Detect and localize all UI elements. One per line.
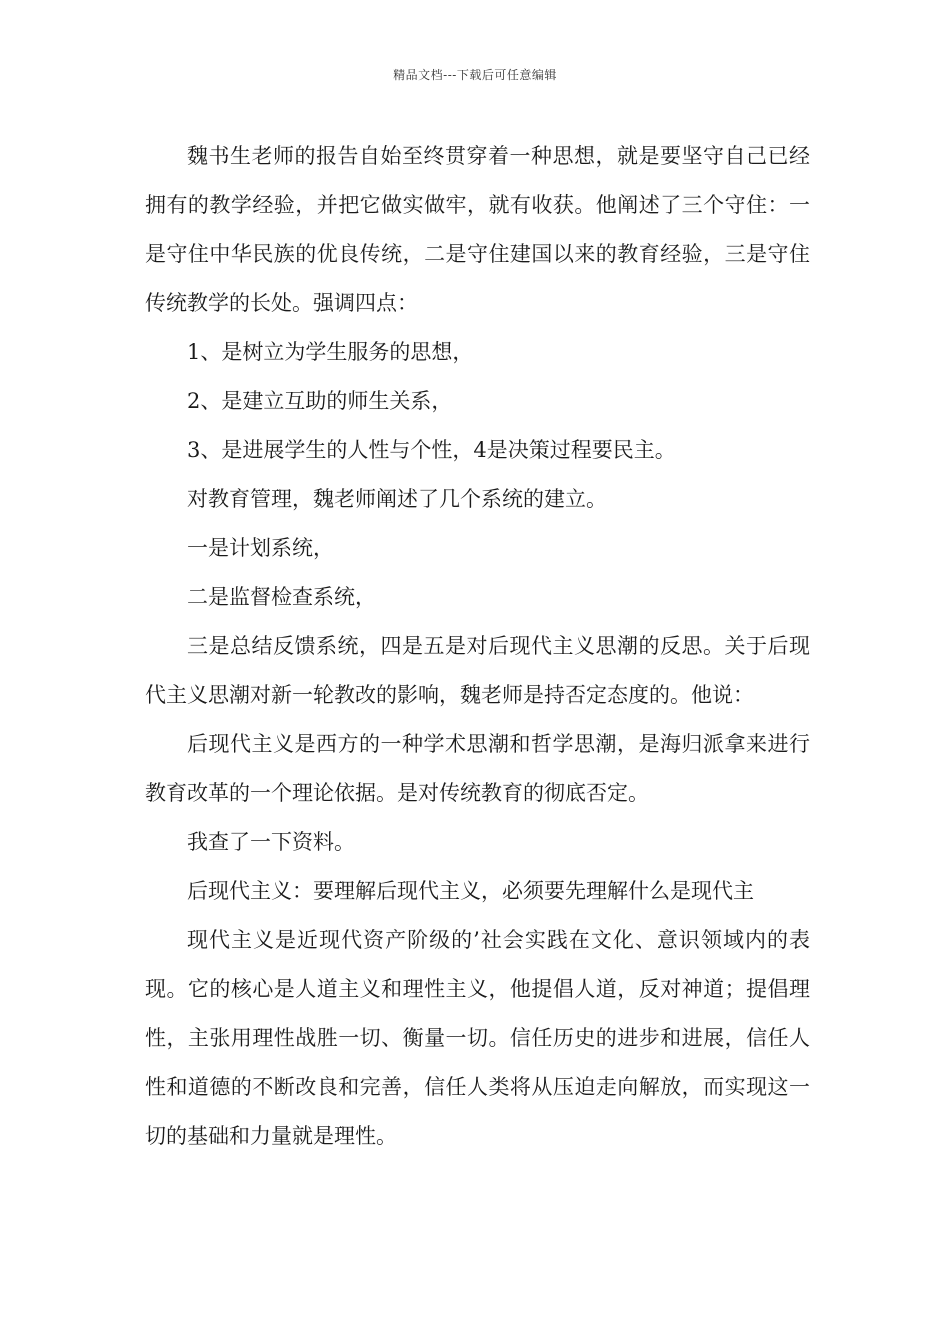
document-body	[145, 132, 810, 1161]
paragraph: 魏书生老师的报告自始至终贯穿着一种思想，就是要坚守自己已经拥有的教学经验，并把它做实做牢，就有收获。他阐述了三个守住：一是守住中华民族的优良传统，二是守住建国以来的教育经验，三是守住传统教学的长处。强调四点：	[145, 144, 810, 315]
paragraph: 后现代主义是西方的一种学术思潮和哲学思潮，是海归派拿来进行教育改革的一个理论依据。是对传统教育的彻底否定。	[145, 732, 810, 805]
list-item: 一是计划系统，	[187, 536, 334, 560]
list-item: 3、是进展学生的人性与个性，4是决策过程要民主。	[187, 438, 676, 462]
paragraph: 对教育管理，魏老师阐述了几个系统的建立。	[187, 487, 607, 511]
list-item: 二是监督检查系统，	[187, 585, 376, 609]
list-item: 2、是建立互助的师生关系，	[187, 389, 453, 413]
paragraph: 现代主义是近现代资产阶级的’社会实践在文化、意识领域内的表现。它的核心是人道主义和理性主义，他提倡人道，反对神道；提倡理性，主张用理性战胜一切、衡量一切。信任历史的进步和进展，信任人性和道德的不断改良和完善，信任人类将从压迫走向解放，而实现这一切的基础和力量就是理性。	[145, 928, 810, 1148]
list-item: 1、是树立为学生服务的思想，	[187, 340, 474, 364]
paragraph: 三是总结反馈系统，四是五是对后现代主义思潮的反思。关于后现代主义思潮对新一轮教改的影响，魏老师是持否定态度的。他说：	[145, 634, 810, 707]
page-header: 精品文档---下载后可任意编辑	[393, 68, 557, 82]
paragraph: 我查了一下资料。	[187, 830, 355, 854]
paragraph: 后现代主义：要理解后现代主义，必须要先理解什么是现代主	[187, 879, 754, 903]
